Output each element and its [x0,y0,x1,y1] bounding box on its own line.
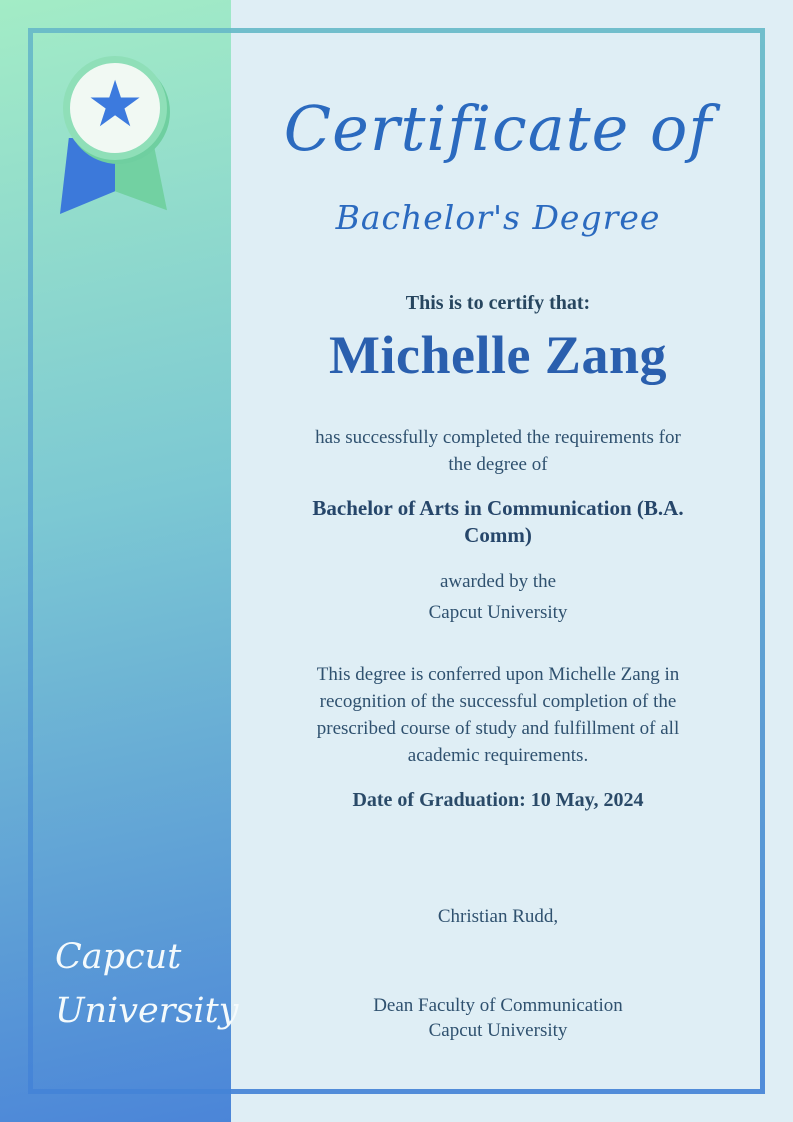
conferral-line-4: academic requirements. [407,745,589,766]
degree-name [233,495,763,549]
signatory-title-line-1: Dean Faculty of Communication [373,995,623,1016]
conferral-statement [233,661,763,769]
medal-circle [63,56,167,160]
degree-line-2: Comm) [464,523,532,547]
completed-statement [233,424,763,478]
recipient-name: Michelle Zang [329,325,667,385]
awarded-by-label: awarded by the [439,571,557,592]
completed-line-2: the degree of [448,454,548,475]
completed-line-1: has successfully completed the requirements for [315,427,681,448]
graduation-date: Date of Graduation: 10 May, 2024 [352,789,644,811]
university-logo-text [55,930,239,1038]
signatory-name: Christian Rudd, [437,906,559,927]
star-icon: ★ [86,68,144,142]
certify-label: This is to certify that: [405,292,591,314]
signatory-title-line-2: Capcut University [428,1020,568,1041]
conferral-line-3: prescribed course of study and fulfillment of all [316,718,680,739]
logo-line-1: Capcut [55,937,182,977]
institution-name: Capcut University [428,602,568,623]
conferral-line-2: recognition of the successful completion of the [319,691,677,712]
certificate-title: Certificate of [283,92,713,165]
conferral-line-1: This degree is conferred upon Michelle Zang in [316,664,680,685]
signatory-title [233,993,763,1043]
logo-line-2: University [55,991,239,1031]
certificate-subtitle: Bachelor's Degree [335,198,661,237]
degree-line-1: Bachelor of Arts in Communication (B.A. [312,496,684,520]
